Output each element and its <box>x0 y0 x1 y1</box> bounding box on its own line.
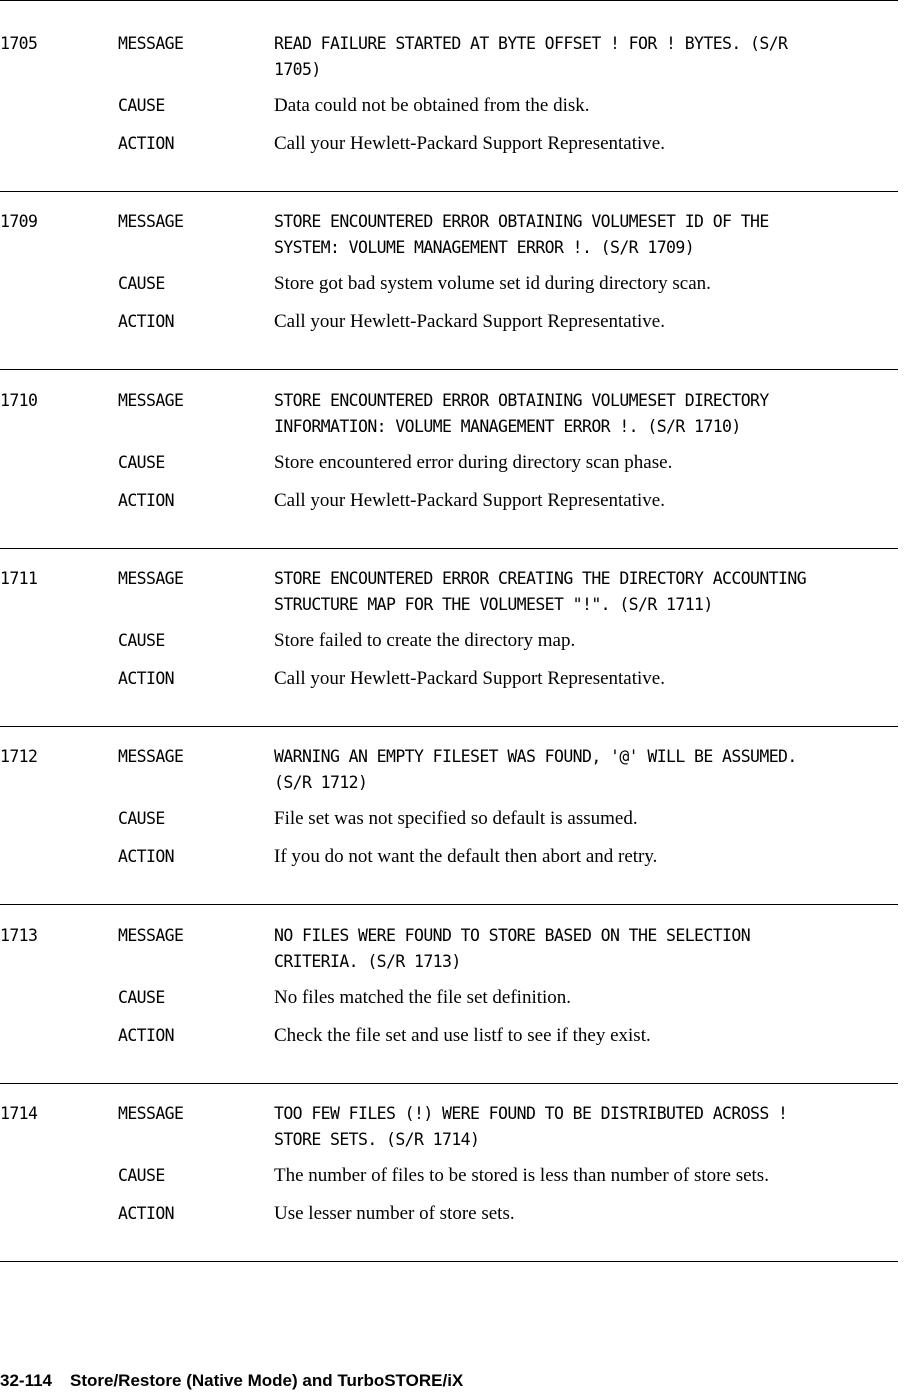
action-text: If you do not want the default then abort and retry. <box>274 846 658 867</box>
message-entry <box>0 923 908 1046</box>
cause-label: CAUSE <box>118 988 165 1007</box>
message-text <box>274 209 908 261</box>
message-line: STORE SETS. (S/R 1714) <box>274 1130 480 1149</box>
message-line: STRUCTURE MAP FOR THE VOLUMESET "!". (S/R 1711) <box>274 595 713 614</box>
top-rule <box>0 0 898 1</box>
chapter-title: Store/Restore (Native Mode) and TurboSTORE/iX <box>70 1371 464 1390</box>
entry-divider <box>0 1083 898 1084</box>
error-number: 1709 <box>0 212 38 231</box>
message-label: MESSAGE <box>118 1104 184 1123</box>
message-line: INFORMATION: VOLUME MANAGEMENT ERROR !. (S/R 1710) <box>274 417 741 436</box>
cause-label: CAUSE <box>118 631 165 650</box>
cause-label: CAUSE <box>118 809 165 828</box>
page-number: 32-114 <box>0 1371 52 1390</box>
action-label: ACTION <box>118 312 175 331</box>
message-label: MESSAGE <box>118 391 184 410</box>
entry-divider <box>0 191 898 192</box>
error-number: 1713 <box>0 926 38 945</box>
entry-divider <box>0 369 898 370</box>
message-line: (S/R 1712) <box>274 773 368 792</box>
cause-label: CAUSE <box>118 1166 165 1185</box>
message-text <box>274 923 908 975</box>
entry-divider <box>0 726 898 727</box>
message-line: 1705) <box>274 60 321 79</box>
message-label: MESSAGE <box>118 569 184 588</box>
message-entry <box>0 744 908 867</box>
action-label: ACTION <box>118 134 175 153</box>
message-line: READ FAILURE STARTED AT BYTE OFFSET ! FOR ! BYTES. (S/R <box>274 34 788 53</box>
action-text: Check the file set and use listf to see if they exist. <box>274 1025 651 1046</box>
message-text <box>274 566 908 618</box>
entry-divider <box>0 1261 898 1262</box>
message-line: TOO FEW FILES (!) WERE FOUND TO BE DISTRIBUTED ACROSS ! <box>274 1104 788 1123</box>
entry-divider <box>0 904 898 905</box>
action-text: Use lesser number of store sets. <box>274 1203 515 1224</box>
error-number: 1714 <box>0 1104 38 1123</box>
cause-label: CAUSE <box>118 274 165 293</box>
message-line: CRITERIA. (S/R 1713) <box>274 952 461 971</box>
message-text <box>274 1101 908 1153</box>
error-number: 1711 <box>0 569 38 588</box>
action-text: Call your Hewlett-Packard Support Representative. <box>274 668 665 689</box>
action-label: ACTION <box>118 669 175 688</box>
message-line: STORE ENCOUNTERED ERROR OBTAINING VOLUMESET ID OF THE <box>274 212 769 231</box>
message-label: MESSAGE <box>118 212 184 231</box>
cause-text: Data could not be obtained from the disk. <box>274 95 590 116</box>
message-line: STORE ENCOUNTERED ERROR CREATING THE DIRECTORY ACCOUNTING <box>274 569 807 588</box>
message-line: STORE ENCOUNTERED ERROR OBTAINING VOLUMESET DIRECTORY <box>274 391 769 410</box>
page-footer <box>0 1370 463 1392</box>
action-label: ACTION <box>118 847 175 866</box>
action-label: ACTION <box>118 491 175 510</box>
cause-text: Store encountered error during directory scan phase. <box>274 452 673 473</box>
cause-text: Store got bad system volume set id during directory scan. <box>274 273 711 294</box>
error-number: 1712 <box>0 747 38 766</box>
cause-text: File set was not specified so default is assumed. <box>274 808 638 829</box>
message-text <box>274 744 908 796</box>
cause-label: CAUSE <box>118 96 165 115</box>
message-text <box>274 31 908 83</box>
message-label: MESSAGE <box>118 747 184 766</box>
message-entry <box>0 566 908 689</box>
message-line: SYSTEM: VOLUME MANAGEMENT ERROR !. (S/R 1709) <box>274 238 695 257</box>
error-number: 1705 <box>0 34 38 53</box>
action-label: ACTION <box>118 1204 175 1223</box>
action-text: Call your Hewlett-Packard Support Representative. <box>274 133 665 154</box>
action-text: Call your Hewlett-Packard Support Representative. <box>274 311 665 332</box>
action-label: ACTION <box>118 1026 175 1045</box>
cause-text: Store failed to create the directory map. <box>274 630 576 651</box>
message-line: NO FILES WERE FOUND TO STORE BASED ON THE SELECTION <box>274 926 751 945</box>
message-line: WARNING AN EMPTY FILESET WAS FOUND, '@' WILL BE ASSUMED. <box>274 747 797 766</box>
cause-text: The number of files to be stored is less than number of store sets. <box>274 1165 769 1186</box>
message-label: MESSAGE <box>118 926 184 945</box>
cause-text: No files matched the file set definition. <box>274 987 572 1008</box>
message-entry <box>0 31 908 154</box>
action-text: Call your Hewlett-Packard Support Representative. <box>274 490 665 511</box>
message-label: MESSAGE <box>118 34 184 53</box>
message-entry <box>0 388 908 511</box>
message-entry <box>0 209 908 332</box>
message-entry <box>0 1101 908 1224</box>
message-text <box>274 388 908 440</box>
error-number: 1710 <box>0 391 38 410</box>
cause-label: CAUSE <box>118 453 165 472</box>
entry-divider <box>0 548 898 549</box>
